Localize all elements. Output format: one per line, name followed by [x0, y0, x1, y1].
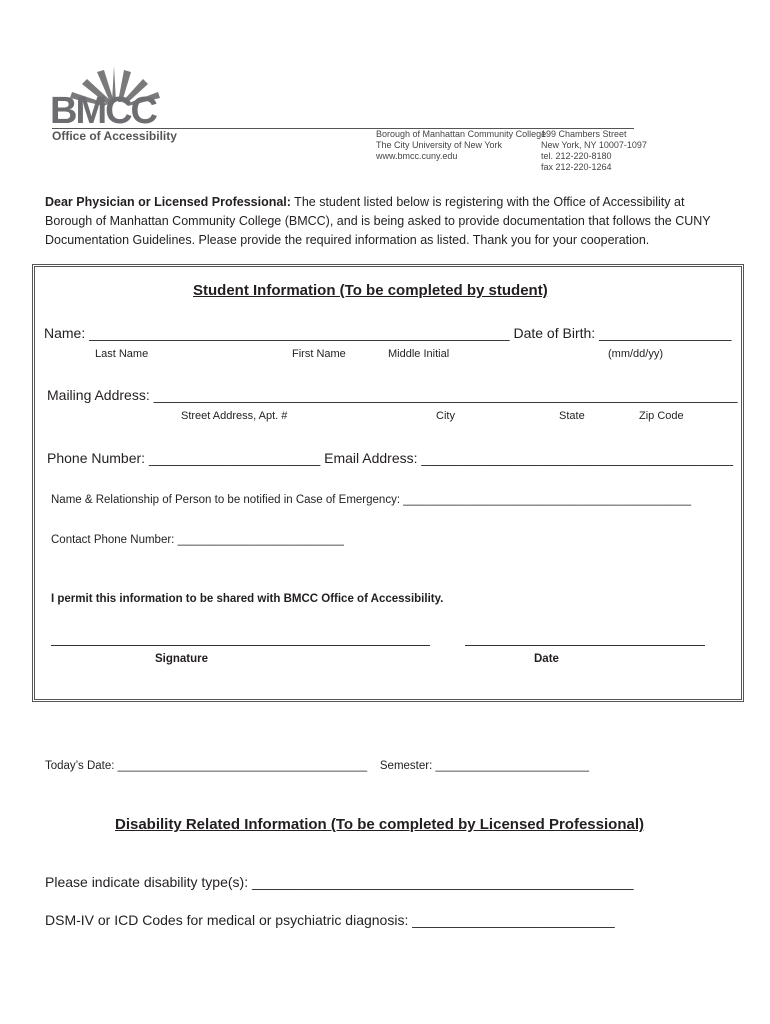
disability-type-field[interactable]: _________________________________________________	[252, 874, 634, 890]
permit-statement: I permit this information to be shared with BMCC Office of Accessibility.	[51, 593, 444, 605]
date-label: Date	[534, 653, 559, 665]
college-address	[541, 129, 647, 173]
diagnosis-codes-field[interactable]: __________________________	[412, 912, 615, 928]
dob-format-caption: (mm/dd/yy)	[608, 348, 663, 360]
emergency-row	[51, 494, 691, 506]
university-name: The City University of New York	[376, 140, 503, 150]
disability-section-title: Disability Related Information (To be completed by Licensed Professional)	[115, 816, 644, 833]
dob-field[interactable]: _________________	[599, 325, 732, 341]
diagnosis-codes-row	[45, 912, 615, 928]
semester-label: Semester:	[379, 760, 433, 772]
semester-field[interactable]: ________________________	[435, 760, 590, 772]
intro-salutation: Dear Physician or Licensed Professional:	[45, 195, 291, 209]
office-name: Office of Accessibility	[52, 129, 177, 143]
contact-phone-row	[51, 534, 344, 546]
mailing-label: Mailing Address:	[47, 387, 150, 403]
intro-paragraph	[45, 193, 711, 250]
diagnosis-codes-label: DSM-IV or ICD Codes for medical or psychiatric diagnosis:	[45, 912, 409, 928]
email-label: Email Address:	[324, 450, 418, 466]
emergency-field[interactable]: _____________________________________________	[403, 494, 692, 506]
college-info	[376, 129, 546, 162]
first-name-caption: First Name	[292, 348, 346, 360]
contact-phone-label: Contact Phone Number:	[51, 534, 175, 546]
bmcc-logo-text: BMCC	[50, 90, 156, 132]
city-state-zip: New York, NY 10007-1097	[541, 140, 647, 150]
signature-label: Signature	[155, 653, 209, 665]
mailing-field[interactable]: ___________________________________________________________________________	[153, 387, 738, 403]
student-section-title: Student Information (To be completed by student)	[193, 282, 548, 299]
mailing-row	[47, 387, 738, 403]
name-row	[44, 325, 731, 341]
telephone: tel. 212-220-8180	[541, 151, 612, 161]
todays-date-label: Today’s Date:	[45, 760, 115, 772]
zip-caption: Zip Code	[639, 410, 684, 422]
intro-line-3: Documentation Guidelines. Please provide the required information as listed. Thank you for your cooperation.	[45, 233, 650, 247]
disability-type-label: Please indicate disability type(s):	[45, 874, 249, 890]
street-caption: Street Address, Apt. #	[181, 410, 288, 422]
phone-field[interactable]: ______________________	[148, 450, 321, 466]
middle-initial-caption: Middle Initial	[388, 348, 450, 360]
signature-line[interactable]	[51, 645, 430, 646]
name-label: Name:	[44, 325, 86, 341]
phone-email-row	[47, 450, 733, 466]
email-field[interactable]: ________________________________________	[421, 450, 733, 466]
phone-label: Phone Number:	[47, 450, 146, 466]
today-row	[45, 760, 589, 772]
intro-text-1: The student listed below is registering with the Office of Accessibility at	[290, 195, 685, 209]
street-address: 199 Chambers Street	[541, 129, 627, 139]
contact-phone-field[interactable]: __________________________	[177, 534, 344, 546]
dob-label: Date of Birth:	[513, 325, 596, 341]
college-website: www.bmcc.cuny.edu	[376, 151, 458, 161]
emergency-label: Name & Relationship of Person to be notified in Case of Emergency:	[51, 494, 401, 506]
date-line[interactable]	[465, 645, 705, 646]
state-caption: State	[559, 410, 585, 422]
disability-type-row	[45, 874, 634, 890]
last-name-caption: Last Name	[95, 348, 149, 360]
name-field[interactable]: ______________________________________________________	[89, 325, 510, 341]
todays-date-field[interactable]: _______________________________________	[117, 760, 368, 772]
fax: fax 212-220-1264	[541, 162, 612, 172]
intro-line-1	[45, 193, 711, 212]
college-name: Borough of Manhattan Community College	[376, 129, 547, 139]
intro-line-2: Borough of Manhattan Community College (BMCC), and is being asked to provide documentation that follows the CUNY	[45, 214, 711, 228]
city-caption: City	[436, 410, 455, 422]
